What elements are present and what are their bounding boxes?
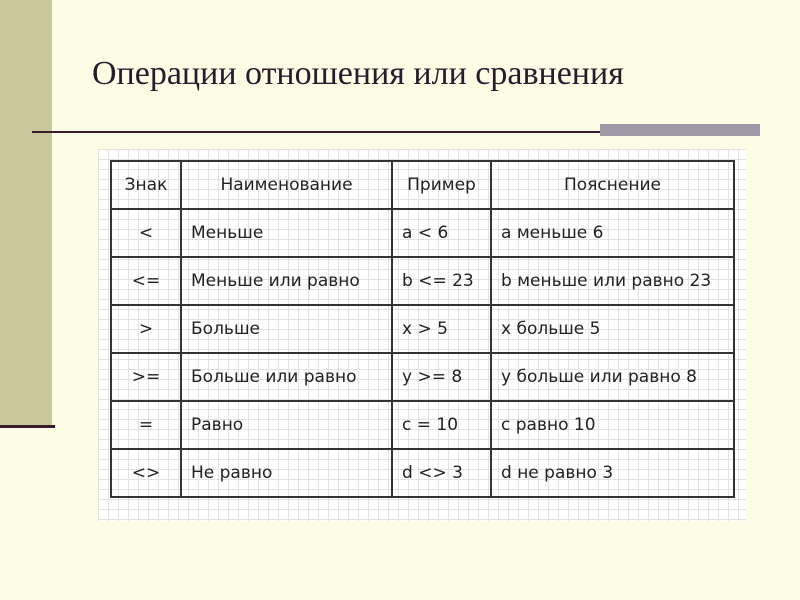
cell-example: a < 6 bbox=[392, 209, 491, 257]
comparison-operators-table bbox=[110, 160, 735, 498]
cell-example: x > 5 bbox=[392, 305, 491, 353]
cell-example: d <> 3 bbox=[392, 449, 491, 497]
cell-sign: <= bbox=[111, 257, 181, 305]
cell-name: Меньше или равно bbox=[181, 257, 392, 305]
cell-sign: > bbox=[111, 305, 181, 353]
cell-explanation: b меньше или равно 23 bbox=[491, 257, 734, 305]
header-example: Пример bbox=[392, 161, 491, 209]
table-row bbox=[111, 209, 734, 257]
cell-explanation: c равно 10 bbox=[491, 401, 734, 449]
cell-example: y >= 8 bbox=[392, 353, 491, 401]
table-row bbox=[111, 401, 734, 449]
slide-title: Операции отношения или сравнения bbox=[92, 55, 624, 92]
table-grid-background bbox=[98, 149, 746, 521]
cell-example: c = 10 bbox=[392, 401, 491, 449]
cell-name: Больше bbox=[181, 305, 392, 353]
cell-explanation: y больше или равно 8 bbox=[491, 353, 734, 401]
table-row bbox=[111, 257, 734, 305]
title-divider-accent bbox=[600, 124, 760, 136]
cell-example: b <= 23 bbox=[392, 257, 491, 305]
cell-explanation: d не равно 3 bbox=[491, 449, 734, 497]
cell-sign: >= bbox=[111, 353, 181, 401]
table-row bbox=[111, 353, 734, 401]
cell-explanation: a меньше 6 bbox=[491, 209, 734, 257]
cell-name: Равно bbox=[181, 401, 392, 449]
cell-sign: = bbox=[111, 401, 181, 449]
cell-sign: <> bbox=[111, 449, 181, 497]
table-header-row bbox=[111, 161, 734, 209]
header-sign: Знак bbox=[111, 161, 181, 209]
side-accent-underline bbox=[0, 425, 55, 428]
table-row bbox=[111, 305, 734, 353]
table-row bbox=[111, 449, 734, 497]
cell-name: Меньше bbox=[181, 209, 392, 257]
cell-name: Больше или равно bbox=[181, 353, 392, 401]
cell-name: Не равно bbox=[181, 449, 392, 497]
cell-explanation: x больше 5 bbox=[491, 305, 734, 353]
header-explanation: Пояснение bbox=[491, 161, 734, 209]
cell-sign: < bbox=[111, 209, 181, 257]
header-name: Наименование bbox=[181, 161, 392, 209]
side-accent-bar bbox=[0, 0, 52, 428]
